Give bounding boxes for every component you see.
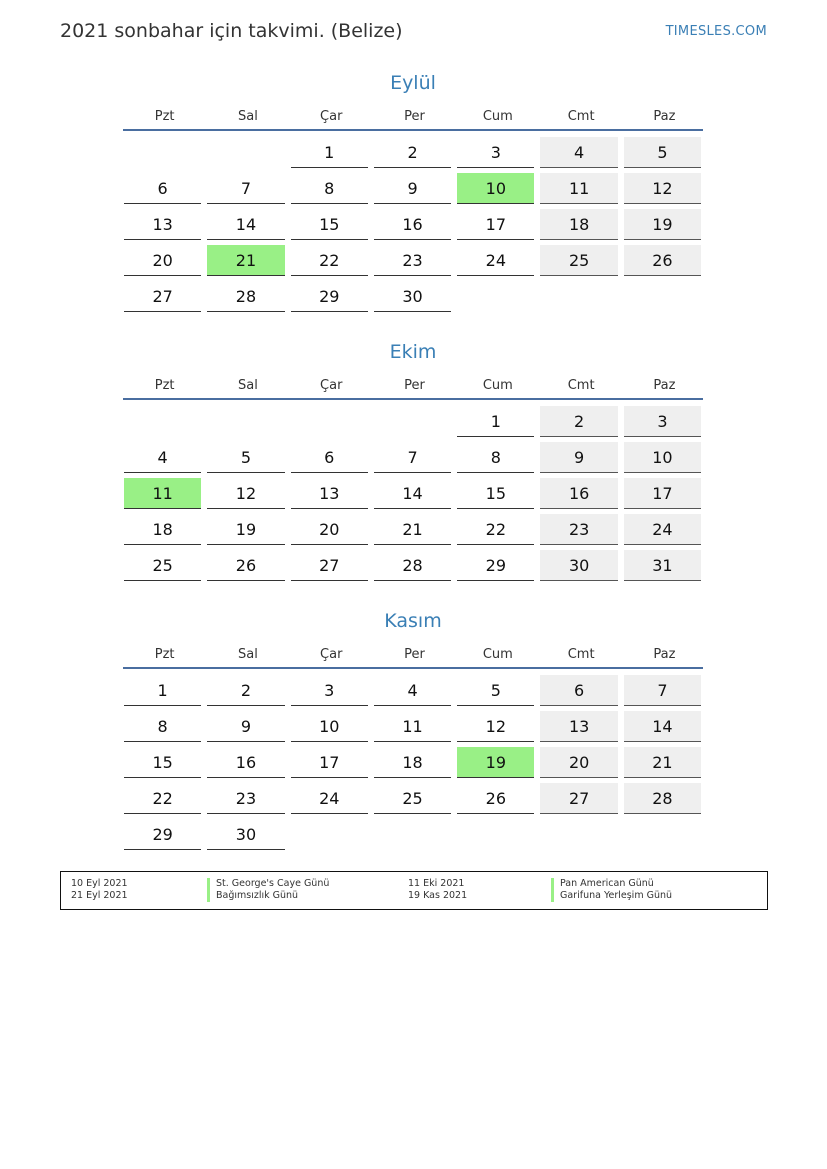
- weekday-label: Per: [404, 646, 425, 662]
- day-cell: [290, 708, 373, 744]
- day-cell: [123, 547, 206, 583]
- day-cell: [539, 475, 622, 511]
- empty-day-cell: [623, 816, 706, 852]
- day-number: 28: [374, 550, 451, 581]
- day-cell: [623, 780, 706, 816]
- day-cell: [290, 242, 373, 278]
- day-cell: [539, 672, 622, 708]
- day-cell: [123, 672, 206, 708]
- day-cell: [539, 511, 622, 547]
- day-cell: [123, 511, 206, 547]
- day-cell: [539, 134, 622, 170]
- day-number: 13: [540, 711, 617, 742]
- weekday-label: Pzt: [154, 377, 175, 393]
- day-number: 5: [624, 137, 701, 168]
- day-cell: [373, 170, 456, 206]
- day-number: 12: [457, 711, 534, 742]
- legend-date: 21 Eyl 2021: [71, 890, 128, 901]
- weekday-label: Paz: [653, 108, 676, 124]
- day-number: 17: [624, 478, 701, 509]
- weekday-label: Sal: [238, 108, 258, 124]
- day-cell: [539, 439, 622, 475]
- day-number: 9: [207, 711, 284, 742]
- day-cell: [539, 242, 622, 278]
- day-number: 14: [207, 209, 284, 240]
- day-cell: [290, 475, 373, 511]
- day-cell: [373, 547, 456, 583]
- day-cell: [290, 547, 373, 583]
- day-number: 15: [457, 478, 534, 509]
- day-cell: [456, 439, 539, 475]
- day-number: 6: [291, 442, 368, 473]
- day-number: 22: [124, 783, 201, 814]
- day-cell: [206, 439, 289, 475]
- weekday-header: [123, 641, 703, 669]
- day-number: 19: [457, 747, 534, 778]
- weekday-label: Çar: [320, 377, 343, 393]
- day-cell: [539, 206, 622, 242]
- weekday-label: Pzt: [154, 646, 175, 662]
- legend-holiday-name: Garifuna Yerleşim Günü: [551, 890, 672, 902]
- day-number: 13: [124, 209, 201, 240]
- day-number: 30: [540, 550, 617, 581]
- legend-holiday-name: St. George's Caye Günü: [207, 878, 329, 890]
- day-number: 25: [540, 245, 617, 276]
- day-number: 16: [374, 209, 451, 240]
- day-number: 20: [124, 245, 201, 276]
- empty-day-cell: [123, 403, 206, 439]
- day-cell: [290, 278, 373, 314]
- weekday-label: Cmt: [567, 646, 595, 662]
- month-title: Eylül: [390, 72, 436, 94]
- day-cell: [123, 170, 206, 206]
- weekday-label: Cum: [482, 108, 513, 124]
- day-cell: [206, 278, 289, 314]
- day-cell: [373, 475, 456, 511]
- month-september: [123, 69, 703, 314]
- day-number: 28: [207, 281, 284, 312]
- month-november: [123, 607, 703, 852]
- day-number: 10: [457, 173, 534, 204]
- day-cell: [290, 439, 373, 475]
- day-cell: [456, 475, 539, 511]
- day-cell: [290, 134, 373, 170]
- empty-day-cell: [456, 278, 539, 314]
- day-number: 10: [624, 442, 701, 473]
- day-number: 2: [540, 406, 617, 437]
- weekday-label: Sal: [238, 646, 258, 662]
- day-cell: [290, 206, 373, 242]
- day-cell: [373, 780, 456, 816]
- day-number: 24: [291, 783, 368, 814]
- day-cell: [623, 170, 706, 206]
- day-number: 21: [624, 747, 701, 778]
- day-number: 18: [540, 209, 617, 240]
- day-number: 29: [291, 281, 368, 312]
- day-cell: [123, 206, 206, 242]
- holiday-day-cell: [456, 744, 539, 780]
- day-grid: [123, 134, 703, 314]
- day-cell: [623, 134, 706, 170]
- day-cell: [206, 744, 289, 780]
- day-cell: [373, 744, 456, 780]
- day-cell: [290, 780, 373, 816]
- day-number: 4: [124, 442, 201, 473]
- day-number: 1: [124, 675, 201, 706]
- day-number: 19: [624, 209, 701, 240]
- day-cell: [206, 206, 289, 242]
- day-cell: [539, 170, 622, 206]
- day-number: 18: [124, 514, 201, 545]
- legend-holiday-name: Bağımsızlık Günü: [207, 890, 329, 902]
- day-number: 26: [624, 245, 701, 276]
- day-number: 30: [207, 819, 284, 850]
- weekday-header: [123, 103, 703, 131]
- day-number: 24: [457, 245, 534, 276]
- page-title: 2021 sonbahar için takvimi. (Belize): [60, 20, 403, 42]
- day-cell: [456, 206, 539, 242]
- day-number: 14: [624, 711, 701, 742]
- day-number: 22: [457, 514, 534, 545]
- day-number: 29: [124, 819, 201, 850]
- day-cell: [290, 170, 373, 206]
- day-number: 4: [374, 675, 451, 706]
- day-cell: [206, 780, 289, 816]
- day-cell: [456, 242, 539, 278]
- day-cell: [539, 547, 622, 583]
- empty-day-cell: [206, 403, 289, 439]
- day-number: 3: [624, 406, 701, 437]
- empty-day-cell: [206, 134, 289, 170]
- day-grid: [123, 672, 703, 852]
- legend-names-column-1: [207, 878, 329, 902]
- empty-day-cell: [539, 816, 622, 852]
- day-cell: [290, 744, 373, 780]
- day-cell: [373, 439, 456, 475]
- legend-holiday-name: Pan American Günü: [551, 878, 672, 890]
- day-number: 19: [207, 514, 284, 545]
- day-number: 12: [624, 173, 701, 204]
- day-cell: [456, 134, 539, 170]
- day-number: 4: [540, 137, 617, 168]
- day-cell: [623, 475, 706, 511]
- day-cell: [123, 780, 206, 816]
- day-cell: [456, 780, 539, 816]
- legend-dates-column-1: [71, 878, 128, 902]
- day-cell: [373, 672, 456, 708]
- day-number: 5: [207, 442, 284, 473]
- day-cell: [373, 134, 456, 170]
- day-number: 23: [374, 245, 451, 276]
- day-number: 6: [540, 675, 617, 706]
- month-title: Ekim: [389, 341, 437, 363]
- day-cell: [623, 242, 706, 278]
- day-number: 11: [124, 478, 201, 509]
- day-number: 22: [291, 245, 368, 276]
- weekday-label: Pzt: [154, 108, 175, 124]
- day-number: 15: [124, 747, 201, 778]
- weekday-label: Paz: [653, 646, 676, 662]
- weekday-label: Per: [404, 377, 425, 393]
- legend-names-column-2: [551, 878, 672, 902]
- weekday-label: Per: [404, 108, 425, 124]
- day-cell: [456, 511, 539, 547]
- day-number: 7: [374, 442, 451, 473]
- empty-day-cell: [373, 403, 456, 439]
- day-number: 17: [291, 747, 368, 778]
- day-cell: [373, 708, 456, 744]
- day-number: 14: [374, 478, 451, 509]
- day-number: 18: [374, 747, 451, 778]
- day-cell: [206, 672, 289, 708]
- day-number: 28: [624, 783, 701, 814]
- day-cell: [290, 511, 373, 547]
- day-number: 5: [457, 675, 534, 706]
- day-cell: [206, 708, 289, 744]
- day-cell: [623, 439, 706, 475]
- day-cell: [539, 403, 622, 439]
- day-number: 26: [457, 783, 534, 814]
- day-number: 15: [291, 209, 368, 240]
- day-cell: [123, 744, 206, 780]
- day-cell: [456, 672, 539, 708]
- weekday-label: Paz: [653, 377, 676, 393]
- day-cell: [123, 242, 206, 278]
- day-number: 8: [457, 442, 534, 473]
- holiday-day-cell: [123, 475, 206, 511]
- empty-day-cell: [373, 816, 456, 852]
- day-cell: [123, 278, 206, 314]
- day-number: 25: [124, 550, 201, 581]
- day-cell: [123, 439, 206, 475]
- day-cell: [623, 744, 706, 780]
- empty-day-cell: [623, 278, 706, 314]
- day-number: 21: [207, 245, 284, 276]
- day-cell: [539, 708, 622, 744]
- day-number: 11: [374, 711, 451, 742]
- day-number: 24: [624, 514, 701, 545]
- day-cell: [456, 403, 539, 439]
- legend-date: 10 Eyl 2021: [71, 878, 128, 889]
- day-cell: [539, 744, 622, 780]
- day-cell: [623, 672, 706, 708]
- holiday-day-cell: [456, 170, 539, 206]
- day-cell: [623, 547, 706, 583]
- month-october: [123, 338, 703, 583]
- day-cell: [206, 511, 289, 547]
- day-cell: [373, 511, 456, 547]
- day-cell: [206, 170, 289, 206]
- day-cell: [623, 206, 706, 242]
- day-number: 20: [291, 514, 368, 545]
- day-cell: [623, 403, 706, 439]
- day-cell: [539, 780, 622, 816]
- day-number: 26: [207, 550, 284, 581]
- holiday-legend: [60, 871, 768, 910]
- day-number: 1: [457, 406, 534, 437]
- day-number: 2: [207, 675, 284, 706]
- day-cell: [206, 547, 289, 583]
- day-cell: [206, 475, 289, 511]
- day-number: 3: [457, 137, 534, 168]
- day-number: 16: [207, 747, 284, 778]
- day-number: 13: [291, 478, 368, 509]
- day-cell: [623, 511, 706, 547]
- day-number: 7: [624, 675, 701, 706]
- day-number: 2: [374, 137, 451, 168]
- empty-day-cell: [539, 278, 622, 314]
- weekday-label: Çar: [320, 646, 343, 662]
- legend-date: 11 Eki 2021: [408, 878, 465, 889]
- day-number: 9: [540, 442, 617, 473]
- weekday-label: Cum: [482, 646, 513, 662]
- day-cell: [623, 708, 706, 744]
- day-cell: [290, 672, 373, 708]
- brand-link[interactable]: TIMESLES.COM: [665, 24, 767, 39]
- weekday-label: Cmt: [567, 377, 595, 393]
- day-number: 29: [457, 550, 534, 581]
- day-cell: [456, 547, 539, 583]
- day-number: 10: [291, 711, 368, 742]
- month-title: Kasım: [384, 610, 442, 632]
- day-grid: [123, 403, 703, 583]
- day-number: 31: [624, 550, 701, 581]
- day-number: 20: [540, 747, 617, 778]
- day-number: 27: [124, 281, 201, 312]
- day-number: 3: [291, 675, 368, 706]
- day-cell: [456, 708, 539, 744]
- empty-day-cell: [456, 816, 539, 852]
- day-number: 9: [374, 173, 451, 204]
- day-number: 23: [540, 514, 617, 545]
- holiday-day-cell: [206, 242, 289, 278]
- day-number: 12: [207, 478, 284, 509]
- legend-dates-column-2: [408, 878, 467, 902]
- day-number: 30: [374, 281, 451, 312]
- weekday-label: Çar: [320, 108, 343, 124]
- weekday-label: Sal: [238, 377, 258, 393]
- legend-date: 19 Kas 2021: [408, 890, 468, 901]
- weekday-label: Cum: [482, 377, 513, 393]
- day-number: 6: [124, 173, 201, 204]
- day-number: 23: [207, 783, 284, 814]
- day-number: 27: [540, 783, 617, 814]
- day-number: 8: [291, 173, 368, 204]
- empty-day-cell: [290, 816, 373, 852]
- day-number: 25: [374, 783, 451, 814]
- day-number: 16: [540, 478, 617, 509]
- day-cell: [123, 816, 206, 852]
- day-cell: [373, 242, 456, 278]
- weekday-header: [123, 372, 703, 400]
- day-number: 17: [457, 209, 534, 240]
- day-number: 1: [291, 137, 368, 168]
- day-number: 7: [207, 173, 284, 204]
- day-cell: [373, 278, 456, 314]
- day-number: 8: [124, 711, 201, 742]
- day-number: 21: [374, 514, 451, 545]
- day-cell: [206, 816, 289, 852]
- empty-day-cell: [123, 134, 206, 170]
- day-number: 11: [540, 173, 617, 204]
- weekday-label: Cmt: [567, 108, 595, 124]
- day-cell: [123, 708, 206, 744]
- day-cell: [373, 206, 456, 242]
- empty-day-cell: [290, 403, 373, 439]
- day-number: 27: [291, 550, 368, 581]
